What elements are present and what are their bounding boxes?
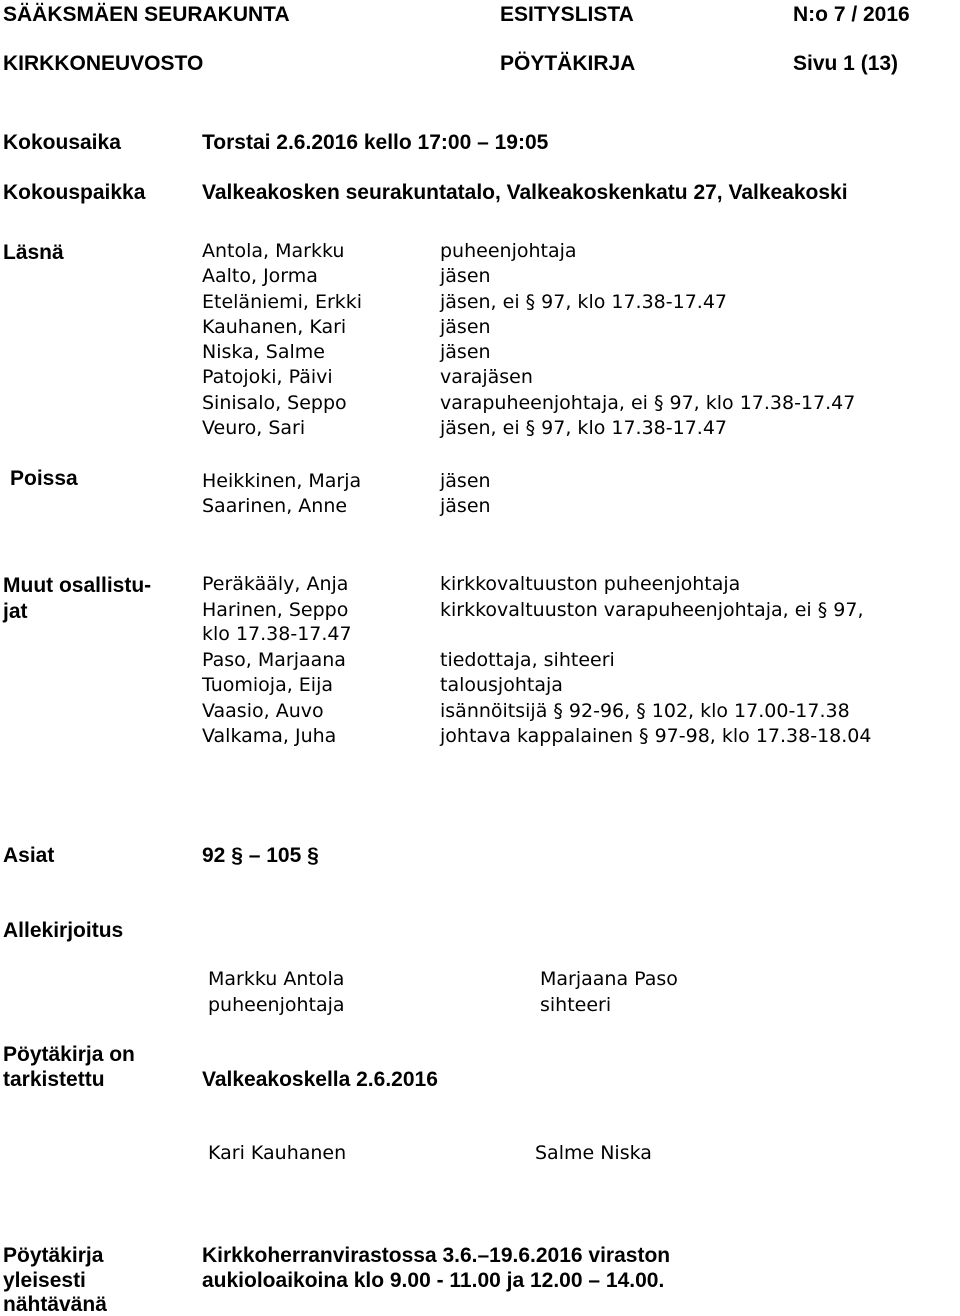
other-name: Peräkääly, Anja [202, 573, 349, 595]
present-label: Läsnä [3, 241, 64, 264]
signer2-name: Marjaana Paso [540, 968, 678, 990]
public-label-line2: yleisesti [3, 1269, 86, 1292]
other-name: Paso, Marjaana [202, 649, 346, 671]
present-role: varapuheenjohtaja, ei § 97, klo 17.38-17.47 [440, 392, 856, 414]
present-role: puheenjohtaja [440, 240, 577, 262]
meeting-time-label: Kokousaika [3, 131, 121, 154]
other-role: johtava kappalainen § 97-98, klo 17.38-18.04 [440, 725, 872, 747]
signature-label: Allekirjoitus [3, 919, 124, 942]
present-name: Veuro, Sari [202, 417, 306, 439]
other-name: Vaasio, Auvo [202, 700, 324, 722]
others-label-line1: Muut osallistu- [3, 574, 152, 597]
absent-name: Saarinen, Anne [202, 495, 348, 517]
present-name: Kauhanen, Kari [202, 316, 347, 338]
minutes-label: PÖYTÄKIRJA [500, 52, 636, 75]
signer2-role: sihteeri [540, 994, 612, 1016]
present-role: jäsen [440, 341, 491, 363]
present-name: Sinisalo, Seppo [202, 392, 347, 414]
checker1-name: Kari Kauhanen [208, 1142, 347, 1164]
other-name: Valkama, Juha [202, 725, 337, 747]
present-role: varajäsen [440, 366, 533, 388]
public-value-line1: Kirkkoherranvirastossa 3.6.–19.6.2016 viraston [202, 1244, 671, 1267]
doc-number: N:o 7 / 2016 [793, 3, 910, 26]
governing-body: KIRKKONEUVOSTO [3, 52, 204, 75]
items-value: 92 § – 105 § [202, 844, 319, 867]
other-role: talousjohtaja [440, 674, 563, 696]
other-role: kirkkovaltuuston puheenjohtaja [440, 573, 741, 595]
absent-role: jäsen [440, 495, 491, 517]
present-role: jäsen, ei § 97, klo 17.38-17.47 [440, 417, 728, 439]
present-role: jäsen [440, 265, 491, 287]
checker2-name: Salme Niska [535, 1142, 652, 1164]
present-name: Aalto, Jorma [202, 265, 318, 287]
present-name: Antola, Markku [202, 240, 345, 262]
signer1-role: puheenjohtaja [208, 994, 345, 1016]
meeting-place-label: Kokouspaikka [3, 181, 146, 204]
other-role: tiedottaja, sihteeri [440, 649, 615, 671]
meeting-place-value: Valkeakosken seurakuntatalo, Valkeakoskenkatu 27, Valkeakoski [202, 181, 848, 204]
public-label-line3: nähtävänä [3, 1293, 107, 1316]
items-label: Asiat [3, 844, 55, 867]
present-name: Eteläniemi, Erkki [202, 291, 363, 313]
present-name: Niska, Salme [202, 341, 325, 363]
present-role: jäsen, ei § 97, klo 17.38-17.47 [440, 291, 728, 313]
absent-name: Heikkinen, Marja [202, 470, 362, 492]
org-name: SÄÄKSMÄEN SEURAKUNTA [3, 3, 290, 26]
other-name: Tuomioja, Eija [202, 674, 334, 696]
signer1-name: Markku Antola [208, 968, 345, 990]
other-role: kirkkovaltuuston varapuheenjohtaja, ei § 97, [440, 599, 864, 621]
other-role: isännöitsijä § 92-96, § 102, klo 17.00-17.38 [440, 700, 850, 722]
others-label-line2: jat [3, 600, 28, 623]
other-name: Harinen, Seppo [202, 599, 349, 621]
absent-role: jäsen [440, 470, 491, 492]
page-number: Sivu 1 (13) [793, 52, 899, 75]
checked-label-line2: tarkistettu [3, 1068, 105, 1091]
public-value-line2: aukioloaikoina klo 9.00 - 11.00 ja 12.00 – 14.00. [202, 1269, 665, 1292]
present-name: Patojoki, Päivi [202, 366, 333, 388]
checked-label-line1: Pöytäkirja on [3, 1043, 135, 1066]
meeting-time-value: Torstai 2.6.2016 kello 17:00 – 19:05 [202, 131, 549, 154]
public-label-line1: Pöytäkirja [3, 1244, 104, 1267]
doc-type: ESITYSLISTA [500, 3, 634, 26]
absent-label: Poissa [10, 467, 78, 490]
present-role: jäsen [440, 316, 491, 338]
other-name: klo 17.38-17.47 [202, 623, 352, 645]
checked-value: Valkeakoskella 2.6.2016 [202, 1068, 438, 1091]
